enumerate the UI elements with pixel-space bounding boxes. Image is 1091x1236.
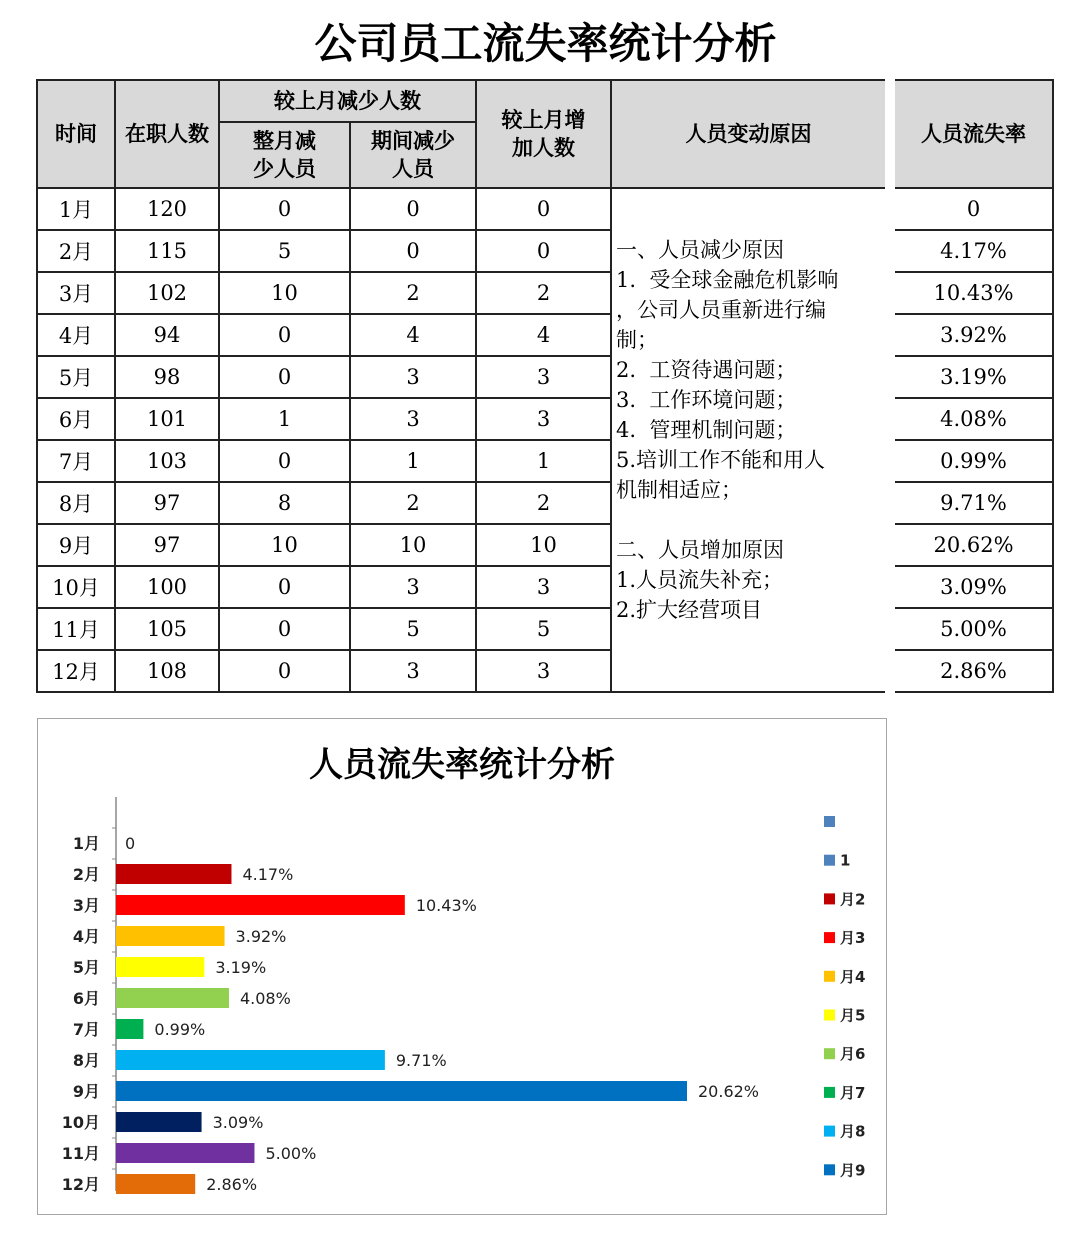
cell-increase: 1 [476, 440, 611, 482]
legend-label: 月3 [840, 929, 866, 948]
category-label: 9月 [72, 1082, 100, 1101]
table-row [37, 650, 1053, 692]
reason-line: 2. 工资待遇问题； [616, 358, 797, 382]
legend-swatch [824, 1048, 835, 1059]
cell-increase: 3 [476, 356, 611, 398]
cell-full-month: 0 [219, 566, 350, 608]
cell-month: 5月 [37, 356, 115, 398]
cell-month: 3月 [37, 272, 115, 314]
data-label: 4.17% [242, 865, 294, 884]
table-row [37, 566, 1053, 608]
cell-month: 2月 [37, 230, 115, 272]
chart-title: 人员流失率统计分析 [309, 745, 615, 785]
cell-full-month: 10 [219, 524, 350, 566]
reason-line: 机制相适应； [616, 478, 742, 502]
legend-swatch [824, 932, 835, 943]
cell-staff: 94 [115, 314, 219, 356]
table-row [37, 188, 1053, 230]
bar [116, 957, 204, 977]
table-row [37, 272, 1053, 314]
header-decrease-group: 较上月减少人数 [219, 80, 476, 122]
cell-staff: 100 [115, 566, 219, 608]
table-row [37, 230, 1053, 272]
data-label: 5.00% [265, 1144, 317, 1163]
cell-increase: 5 [476, 608, 611, 650]
cell-period: 3 [350, 566, 476, 608]
category-label: 5月 [72, 958, 100, 977]
cell-staff: 97 [115, 482, 219, 524]
table-row [37, 482, 1053, 524]
cell-full-month: 0 [219, 188, 350, 230]
cell-full-month: 1 [219, 398, 350, 440]
cell-period: 0 [350, 230, 476, 272]
cell-full-month: 0 [219, 356, 350, 398]
reason-line [616, 505, 881, 535]
cell-full-month: 5 [219, 230, 350, 272]
table-row [37, 608, 1053, 650]
reason-line: 1.人员流失补充； [616, 568, 784, 592]
reason-line: 制； [616, 328, 658, 352]
cell-month: 9月 [37, 524, 115, 566]
table-row [37, 314, 1053, 356]
legend-swatch [824, 971, 835, 982]
cell-staff: 105 [115, 608, 219, 650]
header-period: 期间减少人员 [350, 122, 476, 188]
cell-period: 2 [350, 272, 476, 314]
data-label: 0 [125, 834, 136, 853]
header-full-month: 整月减少人员 [219, 122, 350, 188]
legend-label: 月8 [840, 1122, 866, 1141]
cell-full-month: 10 [219, 272, 350, 314]
legend-label: 1 [840, 851, 851, 870]
data-label: 4.08% [239, 989, 291, 1008]
header-staff: 在职人数 [115, 80, 219, 188]
cell-period: 1 [350, 440, 476, 482]
bar [116, 864, 231, 884]
legend-swatch [824, 893, 835, 904]
data-label: 10.43% [415, 896, 477, 915]
bar [116, 1143, 254, 1163]
data-label: 2.86% [206, 1175, 258, 1194]
cell-staff: 103 [115, 440, 219, 482]
cell-period: 4 [350, 314, 476, 356]
legend-swatch [824, 1164, 835, 1175]
bar [116, 926, 225, 946]
cell-period: 3 [350, 650, 476, 692]
cell-rate: 9.71% [890, 482, 1053, 524]
cell-staff: 101 [115, 398, 219, 440]
header-time: 时间 [37, 80, 115, 188]
legend-label: 月7 [840, 1083, 866, 1102]
cell-increase: 2 [476, 482, 611, 524]
category-label: 4月 [72, 927, 100, 946]
legend-swatch [824, 855, 835, 866]
reason-line: 3. 工作环境问题； [616, 388, 797, 412]
data-label: 3.09% [212, 1113, 264, 1132]
bar [116, 1081, 687, 1101]
bar [116, 1019, 143, 1039]
cell-full-month: 0 [219, 650, 350, 692]
category-label: 3月 [72, 896, 100, 915]
category-label: 6月 [72, 989, 100, 1008]
cell-increase: 2 [476, 272, 611, 314]
data-label: 3.19% [215, 958, 267, 977]
data-label: 20.62% [698, 1082, 760, 1101]
category-label: 2月 [72, 865, 100, 884]
header-reason: 人员变动原因 [611, 80, 890, 188]
cell-full-month: 8 [219, 482, 350, 524]
cell-increase: 3 [476, 650, 611, 692]
cell-full-month: 0 [219, 608, 350, 650]
attrition-table [36, 79, 1054, 693]
cell-month: 7月 [37, 440, 115, 482]
cell-period: 2 [350, 482, 476, 524]
category-label: 10月 [61, 1113, 100, 1132]
cell-rate: 2.86% [890, 650, 1053, 692]
bar [116, 988, 229, 1008]
cell-rate: 0 [890, 188, 1053, 230]
cell-rate: 4.08% [890, 398, 1053, 440]
reason-line: ，公司人员重新进行编 [616, 298, 826, 322]
bar [116, 1112, 202, 1132]
legend-label: 月2 [840, 890, 866, 909]
cell-rate: 0.99% [890, 440, 1053, 482]
legend-label: 月6 [840, 1045, 866, 1064]
category-label: 8月 [72, 1051, 100, 1070]
cell-staff: 120 [115, 188, 219, 230]
legend-swatch [824, 1010, 835, 1021]
bar-chart [38, 719, 886, 1214]
legend-swatch [824, 1126, 835, 1137]
cell-rate: 10.43% [890, 272, 1053, 314]
table-row [37, 398, 1053, 440]
category-label: 12月 [61, 1175, 100, 1194]
reason-line: 4. 管理机制问题； [616, 418, 797, 442]
cell-rate: 5.00% [890, 608, 1053, 650]
cell-rate: 3.09% [890, 566, 1053, 608]
cell-month: 4月 [37, 314, 115, 356]
category-label: 7月 [72, 1020, 100, 1039]
legend-swatch [824, 816, 835, 827]
legend-label: 月4 [840, 967, 866, 986]
cell-increase: 3 [476, 566, 611, 608]
cell-month: 1月 [37, 188, 115, 230]
category-label: 1月 [72, 834, 100, 853]
reason-line: 一、人员减少原因 [616, 238, 784, 262]
cell-period: 0 [350, 188, 476, 230]
chart-panel [37, 718, 887, 1215]
reason-line: 二、人员增加原因 [616, 538, 784, 562]
reason-line: 2.扩大经营项目 [616, 598, 763, 622]
reason-cell [611, 188, 890, 692]
cell-staff: 102 [115, 272, 219, 314]
cell-full-month: 0 [219, 440, 350, 482]
page-title: 公司员工流失率统计分析 [314, 19, 777, 68]
cell-rate: 20.62% [890, 524, 1053, 566]
data-label: 3.92% [235, 927, 287, 946]
cell-period: 5 [350, 608, 476, 650]
legend-label: 月9 [840, 1161, 866, 1180]
cell-month: 6月 [37, 398, 115, 440]
header-rate: 人员流失率 [890, 80, 1053, 188]
header-increase: 较上月增加人数 [476, 80, 611, 188]
cell-period: 3 [350, 356, 476, 398]
reason-line: 5.培训工作不能和用人 [616, 448, 826, 472]
cell-month: 8月 [37, 482, 115, 524]
cell-rate: 4.17% [890, 230, 1053, 272]
cell-increase: 10 [476, 524, 611, 566]
table-row [37, 440, 1053, 482]
cell-full-month: 0 [219, 314, 350, 356]
cell-period: 3 [350, 398, 476, 440]
cell-month: 10月 [37, 566, 115, 608]
bar [116, 1050, 385, 1070]
table-row [37, 524, 1053, 566]
cell-rate: 3.19% [890, 356, 1053, 398]
cell-staff: 115 [115, 230, 219, 272]
cell-increase: 0 [476, 188, 611, 230]
cell-staff: 98 [115, 356, 219, 398]
cell-increase: 3 [476, 398, 611, 440]
legend-label: 月5 [840, 1006, 866, 1025]
cell-increase: 4 [476, 314, 611, 356]
data-label: 0.99% [154, 1020, 206, 1039]
cell-staff: 108 [115, 650, 219, 692]
bar [116, 895, 405, 915]
cell-month: 11月 [37, 608, 115, 650]
reason-line: 1. 受全球金融危机影响 [616, 268, 839, 292]
category-label: 11月 [61, 1144, 100, 1163]
cell-period: 10 [350, 524, 476, 566]
cell-rate: 3.92% [890, 314, 1053, 356]
bar [116, 1174, 195, 1194]
data-label: 9.71% [395, 1051, 447, 1070]
table-row [37, 356, 1053, 398]
cell-month: 12月 [37, 650, 115, 692]
legend-swatch [824, 1087, 835, 1098]
cell-staff: 97 [115, 524, 219, 566]
cell-increase: 0 [476, 230, 611, 272]
